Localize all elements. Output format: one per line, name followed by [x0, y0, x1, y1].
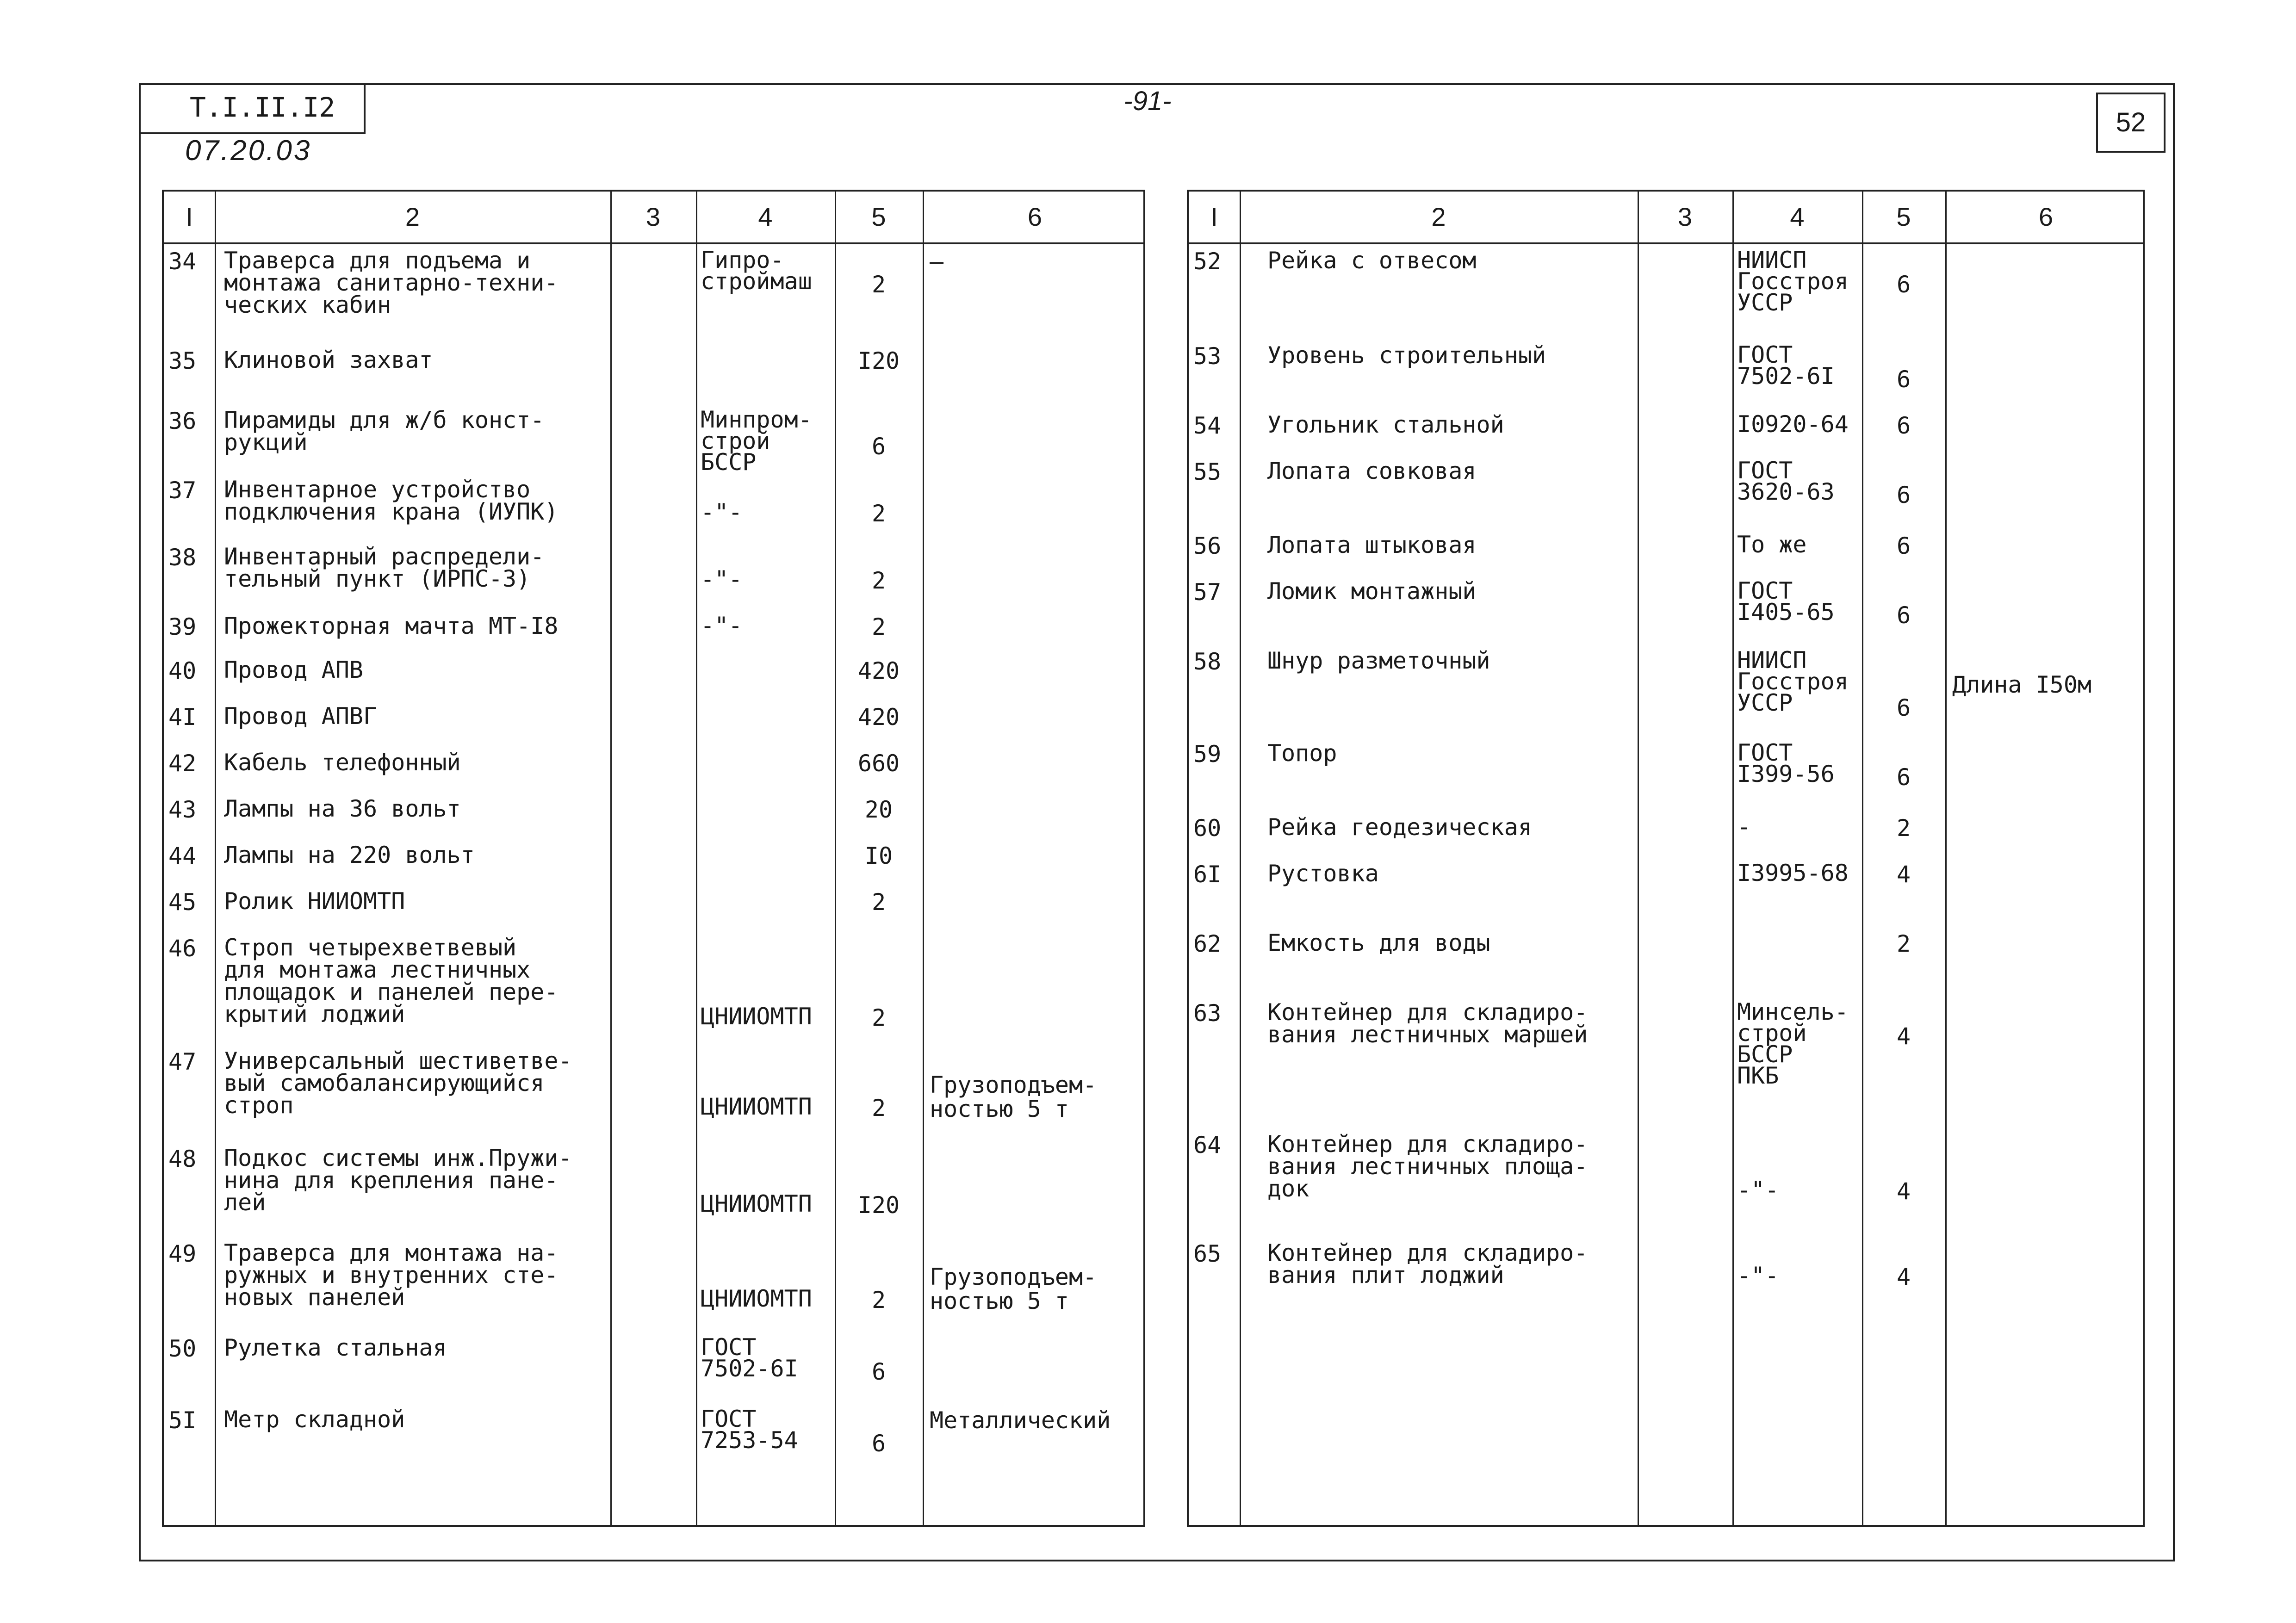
- item-name: Строп четырехветвевый для монтажа лестничных площадок и панелей пере- крытий лоджий: [224, 934, 558, 1028]
- column-divider: [1945, 192, 1947, 1525]
- item-name: Универсальный шестиветве- вый самобалансирующийся строп: [224, 1047, 572, 1119]
- item-quantity: 20: [864, 796, 893, 823]
- column-header: 3: [1677, 202, 1693, 231]
- item-name: Ломик монтажный: [1267, 578, 1477, 605]
- item-name: Траверса для монтажа на- ружных и внутренних сте- новых панелей: [224, 1239, 558, 1311]
- column-header: I: [1210, 202, 1218, 231]
- item-quantity: 6: [1896, 602, 1911, 629]
- row-number: 56: [1193, 533, 1222, 559]
- row-number: 6I: [1193, 861, 1222, 888]
- item-source: ЦНИИОМТП: [701, 1190, 812, 1217]
- item-quantity: 2: [871, 1287, 886, 1313]
- row-number: 63: [1193, 1000, 1222, 1027]
- item-quantity: 6: [1896, 271, 1911, 298]
- item-note: –: [930, 248, 944, 275]
- item-quantity: 2: [871, 613, 886, 640]
- equipment-table-right: [1187, 190, 2145, 1527]
- item-quantity: 6: [871, 1430, 886, 1457]
- item-source: ГОСТ 7253-54: [701, 1406, 798, 1454]
- item-quantity: 2: [871, 271, 886, 298]
- item-name: Рейка геодезическая: [1267, 814, 1532, 841]
- row-number: 43: [168, 796, 197, 823]
- row-number: 44: [168, 842, 197, 869]
- column-divider: [1638, 192, 1639, 1525]
- item-name: Шнур разметочный: [1267, 647, 1490, 674]
- column-header: 3: [645, 202, 661, 231]
- column-divider: [215, 192, 216, 1525]
- row-number: 40: [168, 657, 197, 684]
- item-quantity: 2: [1896, 930, 1911, 957]
- sheet-number: 52: [2096, 93, 2166, 153]
- item-name: Емкость для воды: [1267, 929, 1490, 956]
- item-name: Кабель телефонный: [224, 749, 461, 776]
- item-source: Минсель- строй БССР ПКБ: [1737, 998, 1849, 1089]
- item-name: Инвентарный распредели- тельный пункт (ИРПС-3): [224, 543, 545, 592]
- item-quantity: 6: [1896, 533, 1911, 559]
- row-number: 55: [1193, 458, 1222, 485]
- column-header: 4: [758, 202, 773, 231]
- row-number: 58: [1193, 648, 1222, 675]
- column-header: 6: [1027, 202, 1043, 231]
- item-source: Минпром- строй БССР: [701, 406, 812, 476]
- row-number: 53: [1193, 343, 1222, 370]
- item-note: Грузоподъем- ностью 5 т: [930, 1072, 1097, 1122]
- header-divider: [164, 242, 1143, 244]
- row-number: 50: [168, 1335, 197, 1362]
- item-quantity: 2: [871, 500, 886, 527]
- column-divider: [696, 192, 697, 1525]
- item-source: -"-: [701, 612, 743, 639]
- item-note: Грузоподъем- ностью 5 т: [930, 1264, 1097, 1314]
- row-number: 45: [168, 889, 197, 916]
- item-name: Контейнер для складиро- вания лестничных площа- док: [1267, 1131, 1588, 1202]
- item-quantity: 2: [871, 889, 886, 916]
- item-source: ЦНИИОМТП: [701, 1093, 812, 1120]
- item-source: -"-: [701, 566, 743, 593]
- item-source: I0920-64: [1737, 411, 1849, 438]
- column-header: 2: [1431, 202, 1446, 231]
- row-number: 54: [1193, 412, 1222, 439]
- item-name: Контейнер для складиро- вания плит лоджий: [1267, 1239, 1588, 1288]
- item-quantity: 2: [871, 1095, 886, 1121]
- column-header: I: [186, 202, 193, 231]
- item-source: -: [1737, 813, 1751, 840]
- item-source: -"-: [701, 499, 743, 526]
- equipment-table-left: [162, 190, 1145, 1527]
- item-source: ГОСТ 7502-6I: [1737, 341, 1835, 390]
- item-name: Рулетка стальная: [224, 1334, 447, 1361]
- column-header: 5: [871, 202, 886, 231]
- item-source: ГОСТ 3620-63: [1737, 457, 1835, 505]
- item-name: Лопата совковая: [1267, 458, 1477, 484]
- item-source: ЦНИИОМТП: [701, 1003, 812, 1030]
- item-name: Лопата штыковая: [1267, 532, 1477, 558]
- item-quantity: 6: [1896, 482, 1911, 508]
- row-number: 46: [168, 935, 197, 962]
- item-quantity: 4: [1896, 1264, 1911, 1290]
- item-name: Уровень строительный: [1267, 342, 1546, 369]
- column-header: 2: [405, 202, 420, 231]
- item-name: Контейнер для складиро- вания лестничных маршей: [1267, 999, 1588, 1048]
- item-quantity: 420: [857, 704, 900, 731]
- column-divider: [1862, 192, 1863, 1525]
- row-number: 39: [168, 613, 197, 640]
- row-number: 48: [168, 1146, 197, 1172]
- item-name: Ролик НИИОМТП: [224, 888, 405, 915]
- item-quantity: I20: [857, 347, 900, 374]
- item-source: I3995-68: [1737, 860, 1849, 886]
- row-number: 47: [168, 1048, 197, 1075]
- item-quantity: 2: [871, 1004, 886, 1031]
- item-quantity: 6: [871, 433, 886, 460]
- row-number: 59: [1193, 741, 1222, 768]
- item-source: ГОСТ I399-56: [1737, 739, 1835, 787]
- item-name: Провод АПВ: [224, 657, 364, 683]
- page-number: -91-: [1123, 86, 1172, 116]
- item-name: Инвентарное устройство подключения крана (ИУПК): [224, 476, 558, 525]
- row-number: 60: [1193, 815, 1222, 842]
- item-quantity: 6: [1896, 412, 1911, 439]
- header-divider: [1189, 242, 2143, 244]
- column-header: 6: [2038, 202, 2054, 231]
- document-code: Т.І.ІІ.І2: [139, 83, 366, 134]
- item-name: Подкос системы инж.Пружи- нина для крепления пане- лей: [224, 1145, 572, 1216]
- row-number: 35: [168, 347, 197, 374]
- item-source: ЦНИИОМТП: [701, 1285, 812, 1312]
- item-quantity: I0: [864, 842, 893, 869]
- item-quantity: 6: [1896, 764, 1911, 791]
- item-quantity: 4: [1896, 1023, 1911, 1050]
- row-number: 37: [168, 477, 197, 504]
- item-name: Угольник стальной: [1267, 411, 1504, 438]
- item-note: Длина I50м: [1952, 671, 2092, 698]
- item-name: Топор: [1267, 740, 1337, 767]
- item-source: ГОСТ I405-65: [1737, 577, 1835, 626]
- item-quantity: 4: [1896, 1178, 1911, 1205]
- row-number: 64: [1193, 1132, 1222, 1158]
- item-name: Рейка с отвесом: [1267, 247, 1477, 274]
- item-quantity: I20: [857, 1192, 900, 1219]
- item-quantity: 4: [1896, 861, 1911, 888]
- item-quantity: 420: [857, 657, 900, 684]
- item-source: То же: [1737, 531, 1807, 558]
- row-number: 49: [168, 1240, 197, 1267]
- item-quantity: 6: [871, 1358, 886, 1385]
- row-number: 36: [168, 408, 197, 434]
- column-divider: [1240, 192, 1241, 1525]
- column-header: 4: [1790, 202, 1805, 231]
- row-number: 57: [1193, 579, 1222, 606]
- item-name: Лампы на 220 вольт: [224, 842, 475, 868]
- item-quantity: 660: [857, 750, 900, 777]
- column-divider: [610, 192, 612, 1525]
- column-header: 5: [1896, 202, 1911, 231]
- item-name: Провод АПВГ: [224, 703, 378, 730]
- item-source: ГОСТ 7502-6I: [701, 1334, 798, 1382]
- item-quantity: 6: [1896, 366, 1911, 393]
- row-number: 34: [168, 248, 197, 275]
- item-name: Траверса для подъема и монтажа санитарно-техни- ческих кабин: [224, 247, 558, 318]
- item-name: Лампы на 36 вольт: [224, 795, 461, 822]
- document-date: 07.20.03: [185, 135, 312, 167]
- item-source: Гипро- строймаш: [701, 247, 812, 295]
- row-number: 62: [1193, 930, 1222, 957]
- row-number: 4I: [168, 704, 197, 731]
- column-divider: [1732, 192, 1734, 1525]
- item-quantity: 2: [1896, 815, 1911, 842]
- item-name: Метр складной: [224, 1406, 405, 1433]
- column-divider: [923, 192, 924, 1525]
- item-source: -"-: [1737, 1262, 1779, 1289]
- item-name: Пирамиды для ж/б конст- рукций: [224, 407, 545, 456]
- item-source: НИИСП Госстроя УССР: [1737, 647, 1849, 716]
- item-quantity: 6: [1896, 694, 1911, 721]
- row-number: 52: [1193, 248, 1222, 275]
- item-name: Прожекторная мачта МТ-I8: [224, 613, 558, 639]
- item-note: Металлический: [930, 1407, 1111, 1434]
- item-quantity: 2: [871, 567, 886, 594]
- row-number: 65: [1193, 1240, 1222, 1267]
- item-source: НИИСП Госстроя УССР: [1737, 247, 1849, 316]
- row-number: 42: [168, 750, 197, 777]
- row-number: 38: [168, 544, 197, 571]
- item-source: -"-: [1737, 1177, 1779, 1203]
- row-number: 5I: [168, 1407, 197, 1434]
- item-name: Клиновой захват: [224, 347, 433, 373]
- item-name: Рустовка: [1267, 860, 1379, 887]
